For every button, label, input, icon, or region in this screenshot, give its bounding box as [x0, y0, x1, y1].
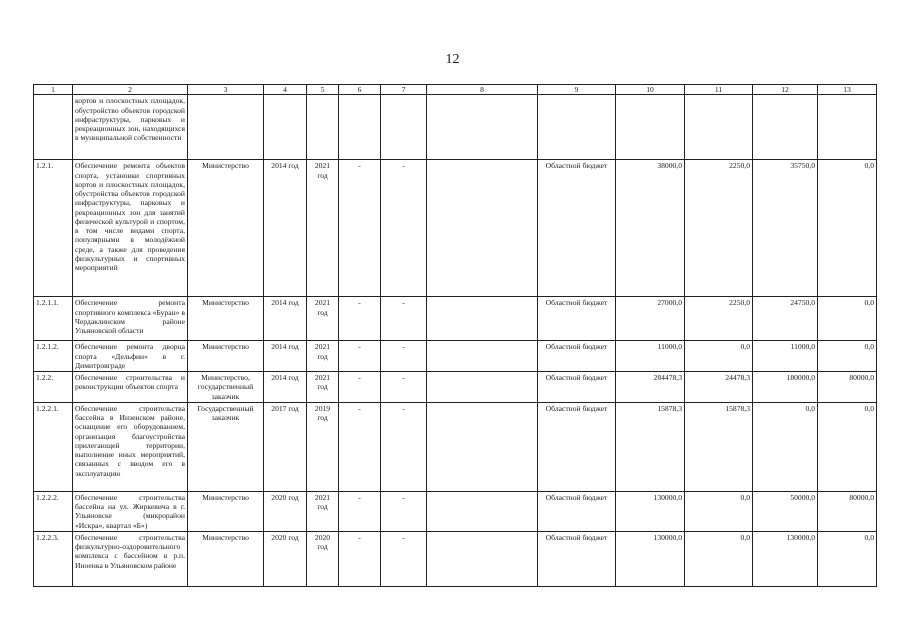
- row-funding-source: Областной бюджет: [538, 402, 616, 491]
- row-amount-year1: [685, 95, 753, 160]
- row-amount-year3: 0,0: [818, 402, 877, 491]
- row-number: 1.2.1.: [34, 160, 73, 297]
- row-amount-year1: 2250,0: [685, 160, 753, 297]
- column-header: 2: [73, 85, 188, 95]
- row-start-year: 2017 год: [264, 402, 307, 491]
- row-executor: Министерство: [188, 491, 264, 531]
- column-header: 4: [264, 85, 307, 95]
- row-end-year: 2019 год: [307, 402, 339, 491]
- row-executor: Государственный заказчик: [188, 402, 264, 491]
- program-table: [33, 84, 877, 587]
- row-end-year: 2021 год: [307, 160, 339, 297]
- row-name: Обеспечение строительства физкультурно-оздоровительного комплекса с бассейном в р.п. Иноенка в Ульяновском районе: [73, 531, 188, 586]
- table-body: [34, 95, 877, 587]
- row-col6: -: [339, 372, 381, 403]
- row-start-year: 2014 год: [264, 160, 307, 297]
- row-col8: [427, 95, 538, 160]
- row-executor: Министерство: [188, 297, 264, 341]
- row-total: 284478,3: [616, 372, 685, 403]
- row-amount-year3: 0,0: [818, 297, 877, 341]
- row-name: Обеспечение ремонта объектов спорта, установки спортивных кортов и плоскостных площадок, обустройства объектов городской инфраструктуры, парковых и рекреационных зон для занятий физической культурой и спортом, в том числе видами спорта, популярными в молодёжной среде, а также для проведения физкультурных и спортивных мероприятий: [73, 160, 188, 297]
- row-number: 1.2.1.2.: [34, 341, 73, 372]
- row-col6: -: [339, 341, 381, 372]
- row-col8: [427, 491, 538, 531]
- row-amount-year2: 130000,0: [753, 531, 818, 586]
- row-funding-source: Областной бюджет: [538, 297, 616, 341]
- row-amount-year3: 0,0: [818, 341, 877, 372]
- row-amount-year2: [753, 95, 818, 160]
- table-row: [34, 341, 877, 372]
- column-header: 9: [538, 85, 616, 95]
- row-name: кортов и плоскостных площадок, обустройство объектов городской инфраструктуры, парковых и рекреационных зон, находящихся в муниципальной собственности: [73, 95, 188, 160]
- row-col7: -: [381, 341, 427, 372]
- row-start-year: 2014 год: [264, 297, 307, 341]
- table-row: [34, 402, 877, 491]
- row-start-year: [264, 95, 307, 160]
- row-start-year: 2020 год: [264, 491, 307, 531]
- row-col7: -: [381, 531, 427, 586]
- column-header: 6: [339, 85, 381, 95]
- column-header: 11: [685, 85, 753, 95]
- row-col8: [427, 402, 538, 491]
- column-header: 7: [381, 85, 427, 95]
- row-number: 1.2.2.: [34, 372, 73, 403]
- row-col7: -: [381, 297, 427, 341]
- row-funding-source: Областной бюджет: [538, 160, 616, 297]
- row-total: [616, 95, 685, 160]
- row-number: 1.2.2.2.: [34, 491, 73, 531]
- column-header: 12: [753, 85, 818, 95]
- row-col6: -: [339, 491, 381, 531]
- row-executor: Министерство: [188, 531, 264, 586]
- row-col7: -: [381, 372, 427, 403]
- row-executor: Министерство: [188, 160, 264, 297]
- row-col7: -: [381, 402, 427, 491]
- row-col8: [427, 531, 538, 586]
- table-row: [34, 297, 877, 341]
- row-funding-source: Областной бюджет: [538, 341, 616, 372]
- row-amount-year2: 180000,0: [753, 372, 818, 403]
- row-total: 11000,0: [616, 341, 685, 372]
- row-amount-year2: 0,0: [753, 402, 818, 491]
- row-amount-year1: 24478,3: [685, 372, 753, 403]
- row-executor: Министерство: [188, 341, 264, 372]
- row-start-year: 2014 год: [264, 372, 307, 403]
- column-header: 5: [307, 85, 339, 95]
- header-row: [34, 85, 877, 95]
- column-header: 1: [34, 85, 73, 95]
- row-executor: Министерство, государственный заказчик: [188, 372, 264, 403]
- row-col7: [381, 95, 427, 160]
- column-header: 10: [616, 85, 685, 95]
- row-name: Обеспечение строительства и реконструкции объектов спорта: [73, 372, 188, 403]
- table-row: [34, 95, 877, 160]
- row-start-year: 2014 год: [264, 341, 307, 372]
- row-end-year: 2021 год: [307, 491, 339, 531]
- row-col6: [339, 95, 381, 160]
- row-amount-year2: 24750,0: [753, 297, 818, 341]
- row-col6: -: [339, 531, 381, 586]
- row-number: 1.2.2.3.: [34, 531, 73, 586]
- row-executor: [188, 95, 264, 160]
- row-col7: -: [381, 491, 427, 531]
- row-amount-year3: 0,0: [818, 531, 877, 586]
- row-total: 130000,0: [616, 491, 685, 531]
- row-amount-year1: 0,0: [685, 531, 753, 586]
- row-total: 130000,0: [616, 531, 685, 586]
- row-end-year: 2021 год: [307, 297, 339, 341]
- row-number: 1.2.1.1.: [34, 297, 73, 341]
- row-start-year: 2020 год: [264, 531, 307, 586]
- table-row: [34, 160, 877, 297]
- row-end-year: [307, 95, 339, 160]
- row-col8: [427, 372, 538, 403]
- row-col6: -: [339, 160, 381, 297]
- table-row: [34, 491, 877, 531]
- table-row: [34, 531, 877, 586]
- row-end-year: 2021 год: [307, 372, 339, 403]
- row-amount-year2: 50000,0: [753, 491, 818, 531]
- row-funding-source: [538, 95, 616, 160]
- row-amount-year2: 11000,0: [753, 341, 818, 372]
- column-header: 13: [818, 85, 877, 95]
- row-name: Обеспечение строительства бассейна на ул. Жиркевича в г. Ульяновске (микрорайон «Искра», квартал «Б»): [73, 491, 188, 531]
- row-amount-year2: 35750,0: [753, 160, 818, 297]
- page-number: 12: [445, 52, 460, 67]
- row-col7: -: [381, 160, 427, 297]
- row-name: Обеспечение ремонта спортивного комплекса «Буран» в Чердаклинском районе Ульяновской области: [73, 297, 188, 341]
- row-total: 38000,0: [616, 160, 685, 297]
- row-number: [34, 95, 73, 160]
- row-amount-year1: 0,0: [685, 491, 753, 531]
- row-end-year: 2021 год: [307, 341, 339, 372]
- row-funding-source: Областной бюджет: [538, 372, 616, 403]
- row-col8: [427, 297, 538, 341]
- row-funding-source: Областной бюджет: [538, 491, 616, 531]
- row-amount-year3: 80000,0: [818, 372, 877, 403]
- row-amount-year3: 80000,0: [818, 491, 877, 531]
- row-name: Обеспечение ремонта дворца спорта «Дельфин» в г. Димитровграде: [73, 341, 188, 372]
- row-col6: -: [339, 402, 381, 491]
- row-amount-year1: 2250,0: [685, 297, 753, 341]
- row-funding-source: Областной бюджет: [538, 531, 616, 586]
- row-col8: [427, 341, 538, 372]
- row-total: 15878,3: [616, 402, 685, 491]
- row-total: 27000,0: [616, 297, 685, 341]
- row-amount-year3: [818, 95, 877, 160]
- row-end-year: 2020 год: [307, 531, 339, 586]
- row-amount-year3: 0,0: [818, 160, 877, 297]
- row-name: Обеспечение строительства бассейна в Инзенском районе, оснащение его оборудованием, организация благоустройства прилегающей территории, выполнение иных мероприятий, связанных с вводом его в эксплуатацию: [73, 402, 188, 491]
- column-header: 8: [427, 85, 538, 95]
- column-header: 3: [188, 85, 264, 95]
- row-amount-year1: 0,0: [685, 341, 753, 372]
- table-row: [34, 372, 877, 403]
- row-col8: [427, 160, 538, 297]
- row-amount-year1: 15878,3: [685, 402, 753, 491]
- row-col6: -: [339, 297, 381, 341]
- row-number: 1.2.2.1.: [34, 402, 73, 491]
